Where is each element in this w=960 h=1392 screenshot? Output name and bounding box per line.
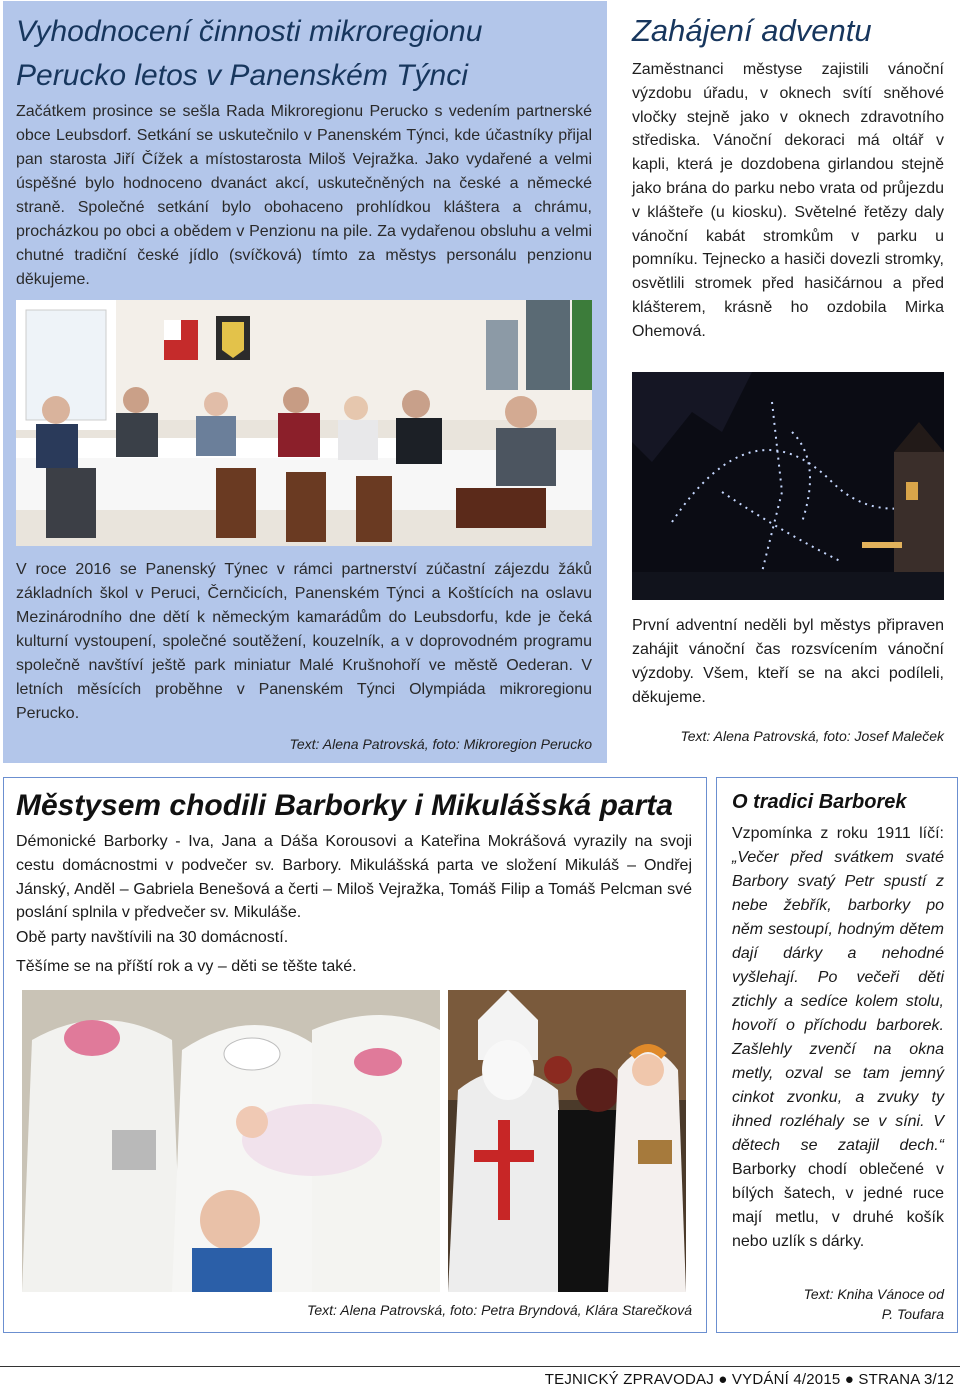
credit-tradice (732, 1284, 944, 1324)
article-title-tradice: O tradici Barborek (732, 791, 907, 813)
credit-advent: Text: Alena Patrovská, foto: Josef Maleček (680, 728, 944, 744)
article-text-barborky: Démonické Barborky - Iva, Jana a Dáša Korousovi a Kateřina Mokrášová vyrazily na svoji cestu domácnostmi v podvečer sv. Barbory. Mikulášská parta ve složení Mikuláš – Ondřej Jánský, Anděl – Gabriela Benešová a čerti – Miloš Vejražka, Tomáš Filip a Tomáš Pelcman své poslání splnila v předvečer sv. Mikuláše. (16, 833, 692, 922)
credit-tradice-line2: P. Toufara (881, 1306, 944, 1322)
article-title-barborky: Městysem chodili Barborky i Mikulášská parta (16, 789, 673, 822)
credit-mikroregion: Text: Alena Patrovská, foto: Mikroregion Perucko (289, 736, 592, 752)
footer-issue-info: TEJNICKÝ ZPRAVODAJ ● VYDÁNÍ 4/2015 ● STRANA 3/12 (544, 1371, 954, 1388)
article-title-advent: Zahájení adventu (632, 13, 872, 48)
article-text-advent: Zaměstnanci městyse zajistili vánoční výzdobu úřadu, v oknech svítí sněhové vločky stejně jako v oknech zdravotního střediska. Vánoční dekoraci má oltář v kapli, která je dozdobena girlandou stejně jako brána do parku nebo vrata od průjezdu v klášteře (u kiosku). Světelné řetězy daly vánoční kabát stromkům v parku u pomníku. Tejnecko a hasiči dovezli stromky, osvětlili stromek před hasičárnou a před klášterem, krásně ho ozdobila Mirka Ohemová. (632, 61, 944, 340)
article-text-tradice (732, 822, 944, 1254)
credit-tradice-line1: Text: Kniha Vánoce od (803, 1286, 944, 1302)
article-text-partnership: V roce 2016 se Panenský Týnec v rámci partnerství zúčastní zájezdu žáků základních škol v Peruci, Černčicích, Panenském Týnci a Koštících na oslavu Mezinárodního dne dětí k německým kamarádům do Leubsdorfu, kde je čeká kulturní vystoupení, společné soutěžení, kouzelník, a v doprovodném programu společně navštíví ještě park miniatur Malé Krušnohoří ve městě Oederan. V letních měsících proběhne v Panenském Týnci Olympiáda mikroregionu Perucko. (16, 561, 592, 722)
meeting-photo (16, 300, 592, 546)
footer-divider (0, 1366, 960, 1367)
article-text-households: Obě party navštívili na 30 domácností. (16, 929, 289, 946)
barborky-photo (22, 990, 440, 1292)
credit-barborky: Text: Alena Patrovská, foto: Petra Bryndová, Klára Starečková (307, 1302, 692, 1318)
christmas-lights-photo (632, 372, 944, 600)
article-text-advent-sunday: První adventní neděli byl městys připraven zahájit vánoční čas rozsvícením vánoční výzdoby. Všem, kteří se na akci podíleli, děkujeme. (632, 617, 944, 706)
article-title-mikroregion: Vyhodnocení činnosti mikroregionu Perucko letos v Panenském Týnci (16, 15, 483, 92)
article-text-next-year: Těšíme se na příští rok a vy – děti se těšte také. (16, 958, 357, 975)
tradice-intro: Vzpomínka z roku 1911 líčí: (732, 825, 944, 842)
tradice-outro: Barborky chodí oblečené v bílých šatech, v jedné ruce mají metlu, v druhé košík nebo uzlík s dárky. (732, 1161, 944, 1250)
article-text-mikroregion: Začátkem prosince se sešla Rada Mikroregionu Perucko s vedením partnerské obce Leubsdorf. Setkání se uskutečnilo v Panenském Týnci, kde účastníky přijal pan starosta Jiří Čížek a místostarosta Miloš Vejražka. Jako vydařené a velmi úspěšné bylo hodnoceno dvanáct akcí, uskutečněných na české a německé straně. Společné setkání bylo obohaceno prohlídkou kláštera a chrámu, procházkou po obci a obědem v Penzionu na pile. Za vydařenou obsluhu a velmi chutné tradiční české jídlo (svíčková) tímto za městys personálu penzionu děkujeme. (16, 103, 592, 288)
tradice-quote: „Večer před svátkem svaté Barbory svatý Petr spustí z nebe žebřík, barborky po něm sestoupí, hodným dětem dají dárky a nehodné vyšlehají. Po večeři děti ztichly a sedíce kolem stolu, hovoří o příchodu barborek. Zašlehly zvenčí na okna metly, ozval se tam jemný cinkot zvonku, a zvuky ty ihned rozléhaly se v síni. V dětech se zatajil dech.“ (732, 849, 944, 1154)
mikulas-photo (448, 990, 686, 1292)
